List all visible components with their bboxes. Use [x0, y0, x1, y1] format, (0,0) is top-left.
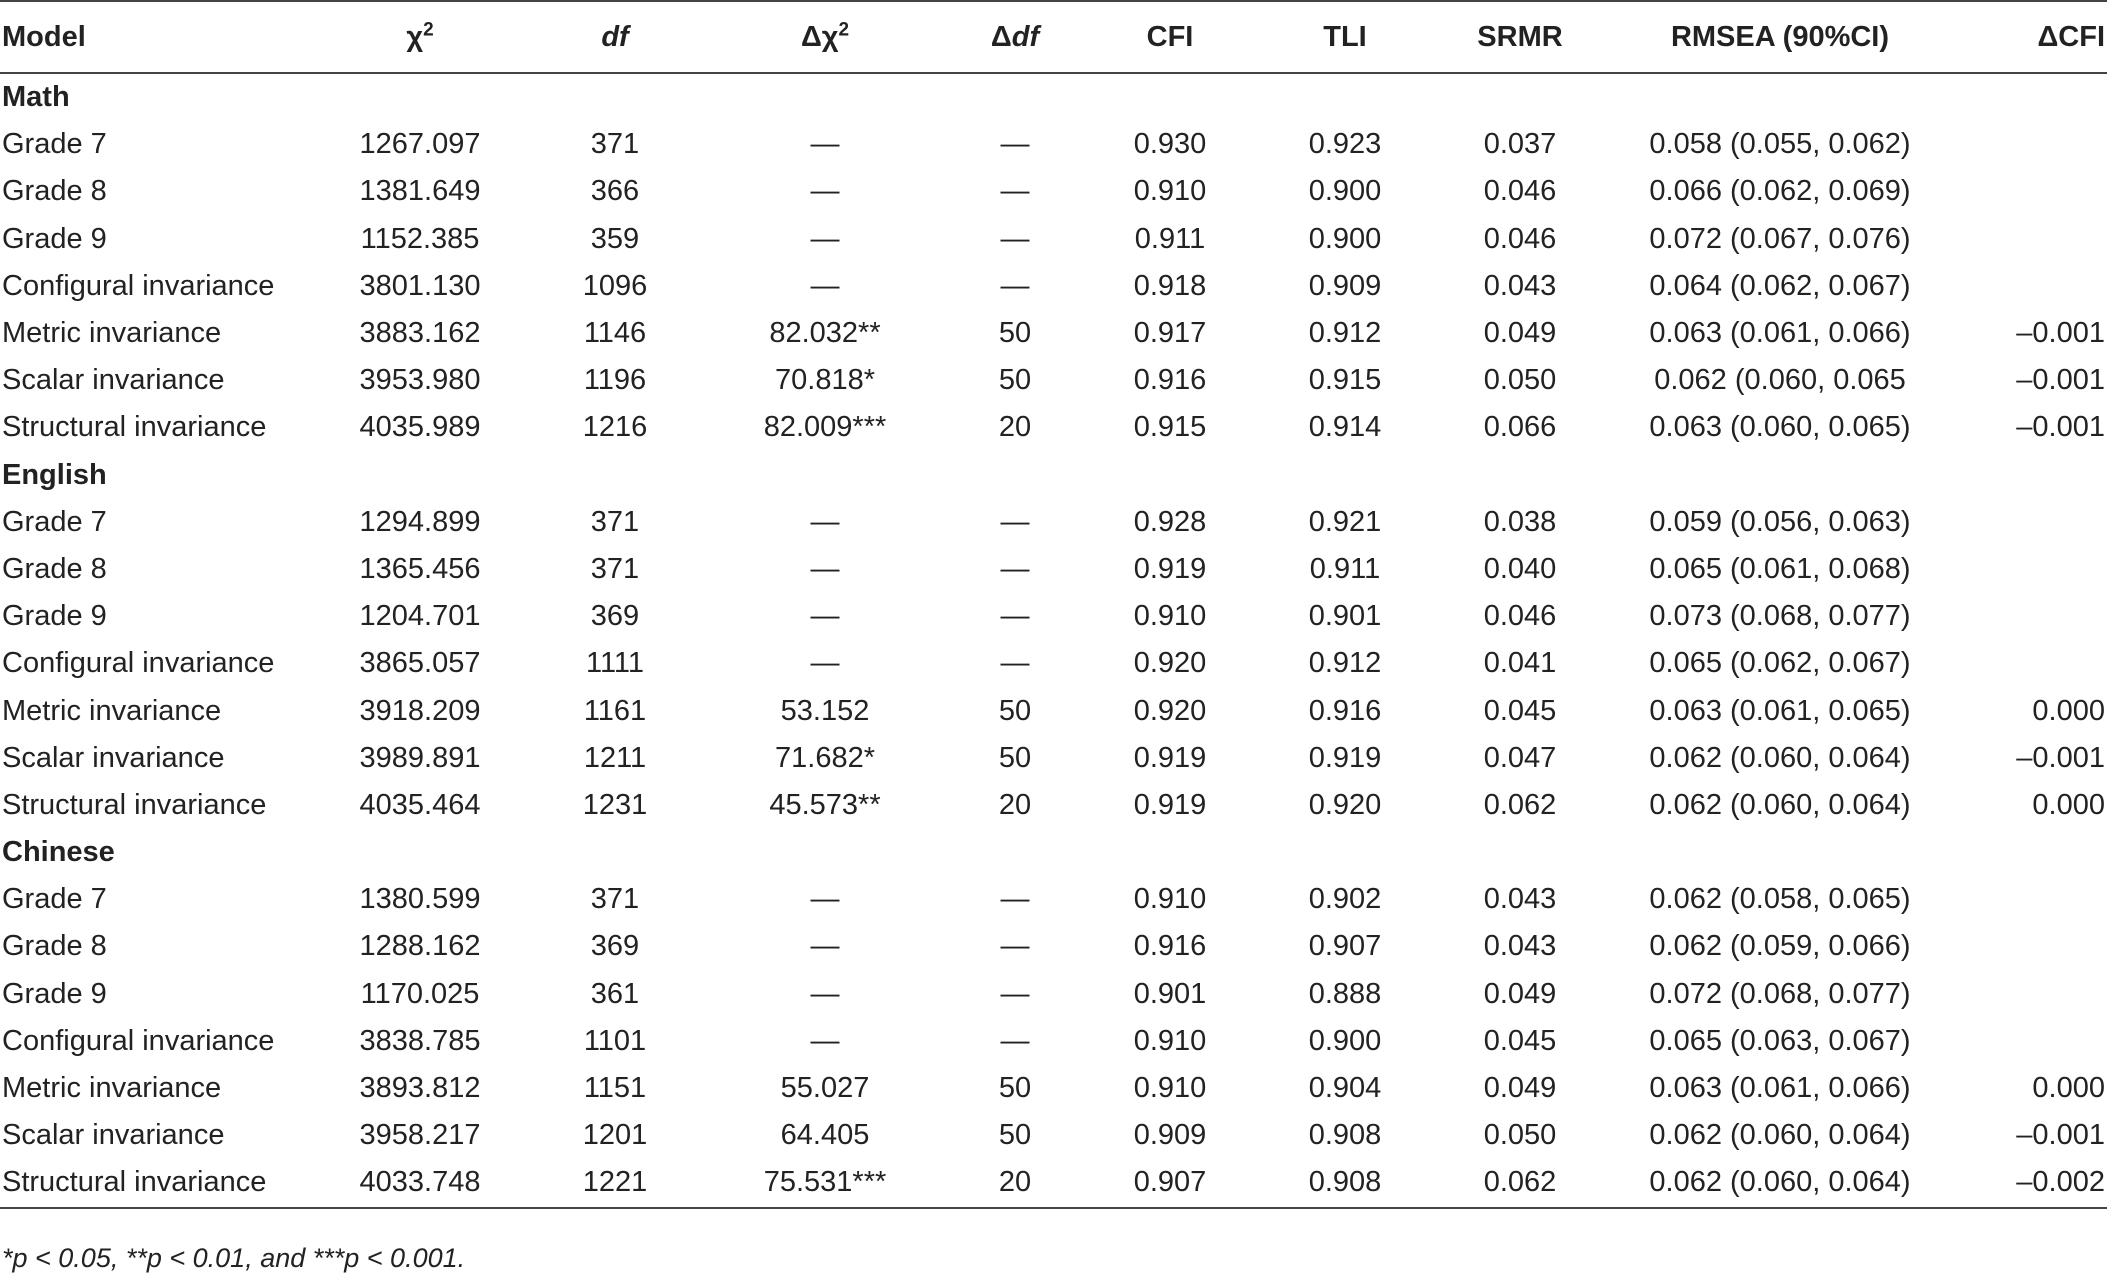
- header-rmsea: RMSEA (90%CI): [1620, 1, 1940, 73]
- cell-tli: 0.923: [1308, 128, 1382, 161]
- cell-delta-cfi: [1940, 923, 2107, 970]
- cell-delta-chi-square: 53.152: [780, 694, 870, 727]
- cell-srmr: 0.043: [1483, 883, 1557, 916]
- header-df: df: [540, 1, 690, 73]
- cell-df: 1146: [583, 317, 647, 350]
- section-title: Chinese: [2, 836, 115, 869]
- cell-tli: 0.919: [1308, 741, 1382, 774]
- cell-rmsea: 0.072 (0.067, 0.076): [1649, 222, 1911, 255]
- cell-chi-square: 3893.812: [359, 1072, 481, 1105]
- cell-tli: 0.912: [1308, 647, 1382, 680]
- cell-chi-square: 3865.057: [359, 647, 481, 680]
- cell-srmr: 0.045: [1483, 694, 1557, 727]
- cell-delta-chi-square: 82.009***: [763, 411, 887, 444]
- cell-model: Grade 8: [2, 175, 107, 208]
- table-row: [0, 1018, 2107, 1065]
- header-tli: TLI: [1270, 1, 1420, 73]
- cell-chi-square: 3801.130: [359, 269, 481, 302]
- cell-delta-cfi: [1940, 971, 2107, 1018]
- header-delta-chi-square-exponent: 2: [838, 18, 850, 40]
- cell-rmsea: 0.062 (0.059, 0.066): [1649, 930, 1911, 963]
- cell-delta-chi-square: —: [810, 505, 840, 538]
- table-row: [0, 263, 2107, 310]
- cell-cfi: 0.930: [1133, 128, 1207, 161]
- cell-rmsea: 0.062 (0.060, 0.064): [1649, 1119, 1911, 1152]
- cell-srmr: 0.050: [1483, 364, 1557, 397]
- cell-tli: 0.901: [1308, 600, 1382, 633]
- cell-model: Metric invariance: [2, 317, 222, 350]
- cell-srmr: 0.038: [1483, 505, 1557, 538]
- section-row: [0, 73, 2107, 121]
- table-row: [0, 640, 2107, 687]
- cell-srmr: 0.043: [1483, 930, 1557, 963]
- cell-delta-chi-square: —: [810, 175, 840, 208]
- cell-df: 1216: [582, 411, 648, 444]
- table-row: [0, 593, 2107, 640]
- cell-delta-df: —: [1000, 505, 1030, 538]
- footnote: *p < 0.05, **p < 0.01, and ***p < 0.001.: [2, 1243, 466, 1273]
- section-title: Math: [2, 81, 70, 114]
- cell-delta-chi-square: 64.405: [780, 1119, 870, 1152]
- cell-rmsea: 0.066 (0.062, 0.069): [1649, 175, 1911, 208]
- cell-tli: 0.912: [1308, 317, 1382, 350]
- cell-tli: 0.900: [1308, 1024, 1382, 1057]
- cell-delta-df: 20: [998, 788, 1032, 821]
- cell-chi-square: 1294.899: [359, 505, 481, 538]
- cell-delta-chi-square: 45.573**: [769, 788, 881, 821]
- cell-tli: 0.915: [1308, 364, 1382, 397]
- cell-chi-square: 3883.162: [359, 317, 481, 350]
- cell-delta-chi-square: —: [810, 128, 840, 161]
- cell-delta-chi-square: —: [810, 269, 840, 302]
- cell-cfi: 0.910: [1133, 175, 1207, 208]
- table-row: [0, 876, 2107, 923]
- cell-chi-square: 1204.701: [359, 600, 481, 633]
- header-chi-square-base: χ: [406, 20, 424, 53]
- table-row: [0, 168, 2107, 215]
- cell-rmsea: 0.062 (0.058, 0.065): [1649, 883, 1911, 916]
- cell-srmr: 0.041: [1483, 647, 1557, 680]
- cell-chi-square: 1380.599: [359, 883, 481, 916]
- cell-cfi: 0.909: [1133, 1119, 1207, 1152]
- cell-srmr: 0.066: [1483, 411, 1557, 444]
- cell-delta-df: —: [1000, 883, 1030, 916]
- cell-model: Metric invariance: [2, 1072, 222, 1105]
- cell-df: 371: [590, 128, 640, 161]
- cell-delta-chi-square: —: [810, 883, 840, 916]
- table-row: [0, 1112, 2107, 1159]
- table-row: [0, 216, 2107, 263]
- cell-delta-cfi: [1940, 640, 2107, 687]
- cell-model: Structural invariance: [0, 1159, 300, 1207]
- cell-df: 1231: [582, 788, 648, 821]
- cell-cfi: 0.928: [1133, 505, 1207, 538]
- cell-delta-cfi: –0.001: [2016, 364, 2105, 397]
- cell-srmr: 0.046: [1483, 175, 1557, 208]
- header-delta-df: [960, 1, 1070, 73]
- cell-df: 1196: [583, 364, 647, 397]
- table-row: [0, 546, 2107, 593]
- cell-model: Structural invariance: [2, 788, 267, 821]
- cell-tli: 0.902: [1308, 883, 1382, 916]
- header-delta-cfi: ΔCFI: [1940, 1, 2107, 73]
- cell-model: Grade 7: [2, 883, 107, 916]
- cell-delta-df: 20: [998, 411, 1032, 444]
- cell-delta-chi-square: —: [810, 222, 840, 255]
- cell-srmr: 0.043: [1483, 269, 1557, 302]
- cell-cfi: 0.920: [1133, 694, 1207, 727]
- table-body: [0, 73, 2107, 1208]
- cell-df: 366: [590, 175, 640, 208]
- cell-model: Configural invariance: [2, 269, 275, 302]
- table-row: [0, 1065, 2107, 1112]
- cell-df: 361: [590, 977, 640, 1010]
- cell-tli: 0.908: [1308, 1119, 1382, 1152]
- cell-delta-df: —: [1000, 128, 1030, 161]
- cell-df: 1221: [540, 1159, 690, 1207]
- cell-cfi: 0.915: [1133, 411, 1207, 444]
- cell-srmr: 0.040: [1483, 552, 1557, 585]
- cell-rmsea: 0.062 (0.060, 0.064): [1649, 741, 1911, 774]
- cell-delta-cfi: [1940, 876, 2107, 923]
- cell-delta-chi-square: —: [810, 647, 840, 680]
- cell-cfi: 0.919: [1133, 552, 1207, 585]
- cell-delta-df: 50: [998, 317, 1032, 350]
- cell-delta-df: 20: [960, 1159, 1070, 1207]
- header-chi-square-exponent: 2: [423, 18, 434, 40]
- table-row: [0, 782, 2107, 829]
- cell-cfi: 0.918: [1133, 269, 1207, 302]
- cell-tli: 0.909: [1308, 269, 1382, 302]
- cell-rmsea: 0.065 (0.062, 0.067): [1649, 647, 1911, 680]
- header-chi-square: [300, 1, 540, 73]
- cell-delta-cfi: 0.000: [2032, 694, 2105, 727]
- header-model: Model: [0, 1, 300, 73]
- cell-df: 1096: [582, 269, 648, 302]
- cell-delta-df: —: [1000, 600, 1030, 633]
- cell-delta-df: —: [1000, 647, 1030, 680]
- cell-df: 1161: [583, 694, 647, 727]
- header-delta-chi-square: [690, 1, 960, 73]
- cell-delta-df: 50: [998, 694, 1032, 727]
- cell-cfi: 0.919: [1133, 741, 1207, 774]
- cell-df: 369: [590, 600, 640, 633]
- cell-delta-cfi: 0.000: [2032, 1072, 2105, 1105]
- cell-tli: 0.900: [1308, 222, 1382, 255]
- cell-rmsea: 0.073 (0.068, 0.077): [1649, 600, 1911, 633]
- cell-cfi: 0.910: [1133, 1072, 1207, 1105]
- cell-delta-cfi: –0.001: [2016, 1119, 2105, 1152]
- cell-delta-cfi: [1940, 263, 2107, 310]
- cell-df: 371: [590, 883, 640, 916]
- cell-model: Grade 9: [2, 222, 107, 255]
- cell-delta-cfi: –0.002: [1940, 1159, 2107, 1207]
- cell-delta-cfi: [1940, 546, 2107, 593]
- table-row: [0, 121, 2107, 168]
- cell-delta-chi-square: —: [810, 930, 840, 963]
- cell-rmsea: 0.063 (0.061, 0.066): [1649, 317, 1911, 350]
- cell-model: Metric invariance: [2, 694, 222, 727]
- cell-delta-df: —: [1000, 222, 1030, 255]
- cell-delta-cfi: [1940, 593, 2107, 640]
- cell-chi-square: 1152.385: [360, 222, 480, 255]
- cell-df: 1101: [583, 1024, 647, 1057]
- cell-chi-square: 4033.748: [300, 1159, 540, 1207]
- cell-cfi: 0.910: [1133, 1024, 1207, 1057]
- cell-chi-square: 3953.980: [359, 364, 481, 397]
- cell-srmr: 0.049: [1483, 1072, 1557, 1105]
- cell-tli: 0.920: [1308, 788, 1382, 821]
- cell-delta-df: —: [1000, 269, 1030, 302]
- cell-cfi: 0.917: [1133, 317, 1207, 350]
- cell-chi-square: 1170.025: [360, 977, 480, 1010]
- cell-delta-cfi: –0.001: [2016, 741, 2105, 774]
- cell-delta-df: 50: [998, 1119, 1032, 1152]
- header-delta-symbol: Δ: [990, 20, 1012, 53]
- cell-chi-square: 3958.217: [359, 1119, 481, 1152]
- cell-chi-square: 1381.649: [359, 175, 481, 208]
- cell-cfi: 0.910: [1133, 883, 1207, 916]
- cell-srmr: 0.050: [1483, 1119, 1557, 1152]
- cell-df: 371: [590, 552, 640, 585]
- table-row: [0, 687, 2107, 734]
- cell-chi-square: 1267.097: [359, 128, 481, 161]
- cell-delta-df: 50: [998, 741, 1032, 774]
- cell-tli: 0.904: [1308, 1072, 1382, 1105]
- cell-model: Scalar invariance: [2, 741, 225, 774]
- cell-cfi: 0.916: [1133, 364, 1207, 397]
- header-row: [0, 1, 2107, 73]
- cell-chi-square: 4035.464: [359, 788, 481, 821]
- cell-chi-square: 3918.209: [359, 694, 481, 727]
- cell-df: 1201: [582, 1119, 648, 1152]
- cell-cfi: 0.920: [1133, 647, 1207, 680]
- cell-tli: 0.907: [1308, 930, 1382, 963]
- cell-delta-cfi: [1940, 168, 2107, 215]
- cell-delta-df: 50: [998, 364, 1032, 397]
- table-row: [0, 499, 2107, 546]
- cell-model: Scalar invariance: [2, 1119, 225, 1152]
- cell-cfi: 0.919: [1133, 788, 1207, 821]
- section-title: English: [2, 458, 107, 491]
- cell-delta-chi-square: 70.818*: [775, 364, 875, 397]
- cell-rmsea: 0.065 (0.063, 0.067): [1649, 1024, 1911, 1057]
- cell-df: 359: [590, 222, 640, 255]
- header-srmr: SRMR: [1420, 1, 1620, 73]
- cell-delta-chi-square: —: [810, 1024, 840, 1057]
- cell-delta-df: —: [1000, 930, 1030, 963]
- cell-rmsea: 0.059 (0.056, 0.063): [1649, 505, 1911, 538]
- cell-rmsea: 0.072 (0.068, 0.077): [1649, 977, 1911, 1010]
- cell-tli: 0.921: [1308, 505, 1382, 538]
- cell-tli: 0.908: [1270, 1159, 1420, 1207]
- cell-tli: 0.914: [1308, 411, 1382, 444]
- cell-delta-cfi: –0.001: [2016, 411, 2105, 444]
- cell-cfi: 0.901: [1133, 977, 1207, 1010]
- cell-model: Configural invariance: [2, 1024, 275, 1057]
- cell-delta-chi-square: 55.027: [780, 1072, 870, 1105]
- cell-delta-cfi: –0.001: [2016, 317, 2105, 350]
- cell-cfi: 0.910: [1133, 600, 1207, 633]
- cell-model: Grade 7: [2, 128, 107, 161]
- cell-srmr: 0.046: [1483, 222, 1557, 255]
- cell-rmsea: 0.065 (0.061, 0.068): [1649, 552, 1911, 585]
- table-row: [0, 357, 2107, 404]
- cell-df: 369: [590, 930, 640, 963]
- cell-delta-chi-square: —: [810, 552, 840, 585]
- cell-rmsea: 0.062 (0.060, 0.065: [1654, 364, 1906, 397]
- cell-srmr: 0.047: [1483, 741, 1557, 774]
- table-row: [0, 971, 2107, 1018]
- cell-cfi: 0.916: [1133, 930, 1207, 963]
- cell-delta-chi-square: 82.032**: [769, 317, 881, 350]
- cell-delta-cfi: 0.000: [2032, 788, 2105, 821]
- header-delta-chi-square-base: Δχ: [800, 20, 839, 53]
- cell-df: 1151: [583, 1072, 647, 1105]
- cell-delta-chi-square: —: [810, 977, 840, 1010]
- table-row: [0, 923, 2107, 970]
- cell-df: 1211: [583, 741, 647, 774]
- cell-chi-square: 4035.989: [359, 411, 481, 444]
- cell-rmsea: 0.062 (0.060, 0.064): [1620, 1159, 1940, 1207]
- cell-tli: 0.888: [1308, 977, 1382, 1010]
- cell-rmsea: 0.064 (0.062, 0.067): [1649, 269, 1911, 302]
- cell-delta-chi-square: 75.531***: [690, 1159, 960, 1207]
- cell-tli: 0.916: [1308, 694, 1382, 727]
- cell-model: Grade 7: [2, 505, 107, 538]
- cell-srmr: 0.062: [1483, 788, 1557, 821]
- section-row: [0, 829, 2107, 876]
- cell-model: Scalar invariance: [2, 364, 225, 397]
- cell-delta-df: 50: [998, 1072, 1032, 1105]
- cell-srmr: 0.049: [1483, 977, 1557, 1010]
- cell-rmsea: 0.063 (0.061, 0.065): [1649, 694, 1911, 727]
- cell-model: Grade 8: [2, 930, 107, 963]
- header-delta-df-label: df: [1011, 20, 1040, 53]
- cell-srmr: 0.046: [1483, 600, 1557, 633]
- cell-srmr: 0.045: [1483, 1024, 1557, 1057]
- cell-delta-cfi: [1940, 216, 2107, 263]
- cell-srmr: 0.049: [1483, 317, 1557, 350]
- cell-cfi: 0.911: [1134, 222, 1206, 255]
- cell-chi-square: 3989.891: [359, 741, 481, 774]
- cell-delta-cfi: [1940, 499, 2107, 546]
- cell-tli: 0.911: [1309, 552, 1381, 585]
- cell-delta-df: —: [1000, 175, 1030, 208]
- cell-delta-cfi: [1940, 121, 2107, 168]
- cell-chi-square: 1365.456: [359, 552, 481, 585]
- table-row: [0, 735, 2107, 782]
- cell-chi-square: 3838.785: [359, 1024, 481, 1057]
- cell-delta-df: —: [1000, 552, 1030, 585]
- cell-delta-df: —: [1000, 977, 1030, 1010]
- cell-df: 1111: [585, 647, 645, 680]
- cell-delta-df: —: [1000, 1024, 1030, 1057]
- cell-delta-cfi: [1940, 1018, 2107, 1065]
- cell-model: Structural invariance: [2, 411, 267, 444]
- cell-model: Grade 9: [2, 977, 107, 1010]
- cell-srmr: 0.062: [1420, 1159, 1620, 1207]
- cell-srmr: 0.037: [1483, 128, 1557, 161]
- section-row: [0, 452, 2107, 499]
- cell-cfi: 0.907: [1070, 1159, 1270, 1207]
- table-row: [0, 1159, 2107, 1207]
- cell-rmsea: 0.063 (0.061, 0.066): [1649, 1072, 1911, 1105]
- table-row: [0, 404, 2107, 451]
- header-cfi: CFI: [1070, 1, 1270, 73]
- cell-rmsea: 0.063 (0.060, 0.065): [1649, 411, 1911, 444]
- cell-tli: 0.900: [1308, 175, 1382, 208]
- cell-model: Grade 8: [2, 552, 107, 585]
- cell-model: Configural invariance: [2, 647, 275, 680]
- cell-rmsea: 0.058 (0.055, 0.062): [1649, 128, 1911, 161]
- cell-df: 371: [590, 505, 640, 538]
- cell-chi-square: 1288.162: [359, 930, 481, 963]
- cell-delta-chi-square: 71.682*: [775, 741, 875, 774]
- cell-model: Grade 9: [2, 600, 107, 633]
- table-row: [0, 310, 2107, 357]
- cell-delta-chi-square: —: [810, 600, 840, 633]
- cell-rmsea: 0.062 (0.060, 0.064): [1649, 788, 1911, 821]
